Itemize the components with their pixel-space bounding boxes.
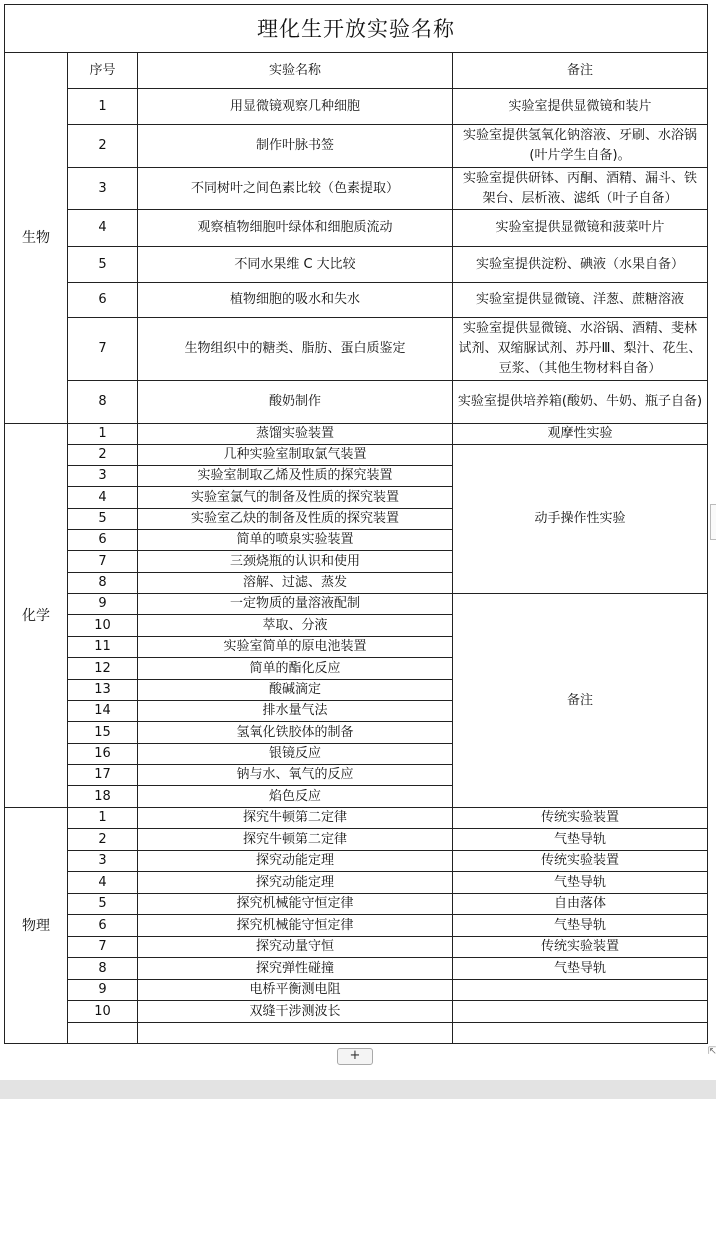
row-name[interactable]: 酸奶制作 bbox=[138, 381, 453, 424]
row-name[interactable]: 银镜反应 bbox=[138, 744, 453, 765]
row-name[interactable]: 钠与水、氧气的反应 bbox=[138, 765, 453, 786]
row-name[interactable]: 探究牛顿第二定律 bbox=[138, 808, 453, 829]
row-note[interactable]: 实验室提供显微镜、洋葱、蔗糖溶液 bbox=[453, 283, 708, 318]
row-name[interactable]: 生物组织中的糖类、脂肪、蛋白质鉴定 bbox=[138, 318, 453, 381]
row-note[interactable]: 传统实验装置 bbox=[453, 808, 708, 829]
row-number[interactable]: 6 bbox=[68, 530, 138, 551]
row-name[interactable]: 观察植物细胞叶绿体和细胞质流动 bbox=[138, 210, 453, 247]
row-number[interactable]: 5 bbox=[68, 894, 138, 915]
row-number[interactable]: 14 bbox=[68, 701, 138, 722]
row-number[interactable]: 2 bbox=[68, 829, 138, 851]
row-name[interactable]: 探究动能定理 bbox=[138, 872, 453, 894]
row-number[interactable]: 2 bbox=[68, 125, 138, 168]
row-name[interactable]: 焰色反应 bbox=[138, 786, 453, 808]
row-number[interactable]: 18 bbox=[68, 786, 138, 808]
row-name[interactable]: 用显微镜观察几种细胞 bbox=[138, 89, 453, 125]
row-number[interactable]: 15 bbox=[68, 722, 138, 744]
row-number[interactable]: 6 bbox=[68, 915, 138, 937]
table-row bbox=[5, 808, 708, 829]
row-note[interactable]: 实验室提供显微镜、水浴锅、酒精、斐林试剂、双缩脲试剂、苏丹Ⅲ、梨汁、花生、豆浆、（其他生物材料自备） bbox=[453, 318, 708, 381]
column-resize-handle[interactable] bbox=[710, 504, 716, 540]
table-row bbox=[5, 381, 708, 424]
row-note[interactable]: 传统实验装置 bbox=[453, 937, 708, 958]
row-name[interactable]: 酸碱滴定 bbox=[138, 680, 453, 701]
row-number[interactable]: 10 bbox=[68, 615, 138, 637]
table-row bbox=[5, 937, 708, 958]
row-number[interactable]: 6 bbox=[68, 283, 138, 318]
empty-cell[interactable] bbox=[68, 1023, 138, 1044]
row-number[interactable]: 3 bbox=[68, 466, 138, 487]
row-name[interactable]: 溶解、过滤、蒸发 bbox=[138, 573, 453, 594]
corner-resize-icon[interactable]: ⇱ bbox=[708, 1046, 716, 1057]
row-number[interactable]: 7 bbox=[68, 937, 138, 958]
row-number[interactable]: 5 bbox=[68, 247, 138, 283]
empty-cell[interactable] bbox=[453, 1023, 708, 1044]
header-note: 备注 bbox=[453, 53, 708, 89]
row-name[interactable]: 探究动量守恒 bbox=[138, 937, 453, 958]
row-note[interactable]: 实验室提供显微镜和装片 bbox=[453, 89, 708, 125]
row-name[interactable]: 实验室制取乙烯及性质的探究装置 bbox=[138, 466, 453, 487]
row-name[interactable]: 排水量气法 bbox=[138, 701, 453, 722]
row-name[interactable]: 探究牛顿第二定律 bbox=[138, 829, 453, 851]
header-number: 序号 bbox=[68, 53, 138, 89]
category-biology: 生物 bbox=[5, 53, 68, 424]
row-name[interactable]: 几种实验室制取氯气装置 bbox=[138, 445, 453, 466]
row-name[interactable]: 植物细胞的吸水和失水 bbox=[138, 283, 453, 318]
table-row bbox=[5, 958, 708, 980]
row-name[interactable]: 简单的酯化反应 bbox=[138, 658, 453, 680]
row-number[interactable]: 9 bbox=[68, 980, 138, 1001]
row-number[interactable]: 8 bbox=[68, 381, 138, 424]
table-row bbox=[5, 594, 708, 615]
note-observe[interactable]: 观摩性实验 bbox=[453, 424, 708, 445]
table-row bbox=[5, 851, 708, 872]
page-separator bbox=[0, 1080, 716, 1099]
empty-cell[interactable] bbox=[138, 1023, 453, 1044]
table-row bbox=[5, 980, 708, 1001]
row-name[interactable]: 简单的喷泉实验装置 bbox=[138, 530, 453, 551]
row-number[interactable]: 4 bbox=[68, 872, 138, 894]
row-name[interactable]: 不同树叶之间色素比较（色素提取） bbox=[138, 168, 453, 210]
experiment-table bbox=[4, 4, 708, 1044]
row-number[interactable]: 7 bbox=[68, 318, 138, 381]
category-chemistry: 化学 bbox=[5, 424, 68, 808]
row-number[interactable]: 11 bbox=[68, 637, 138, 658]
row-name[interactable]: 实验室氯气的制备及性质的探究装置 bbox=[138, 487, 453, 509]
table-row bbox=[5, 168, 708, 210]
table-row bbox=[5, 424, 708, 445]
row-number[interactable]: 1 bbox=[68, 89, 138, 125]
row-number[interactable]: 1 bbox=[68, 808, 138, 829]
row-number[interactable]: 7 bbox=[68, 551, 138, 573]
row-name[interactable]: 萃取、分液 bbox=[138, 615, 453, 637]
row-number[interactable]: 4 bbox=[68, 210, 138, 247]
row-number[interactable]: 3 bbox=[68, 168, 138, 210]
row-number[interactable]: 8 bbox=[68, 573, 138, 594]
table-row bbox=[5, 247, 708, 283]
row-note[interactable]: 实验室提供显微镜和菠菜叶片 bbox=[453, 210, 708, 247]
table-row bbox=[5, 445, 708, 466]
note-remark[interactable]: 备注 bbox=[453, 594, 708, 808]
table-title: 理化生开放实验名称 bbox=[5, 5, 708, 53]
table-row bbox=[5, 283, 708, 318]
table-row-empty bbox=[5, 1023, 708, 1044]
table-row bbox=[5, 89, 708, 125]
header-name: 实验名称 bbox=[138, 53, 453, 89]
row-number[interactable]: 16 bbox=[68, 744, 138, 765]
note-hands-on[interactable]: 动手操作性实验 bbox=[453, 445, 708, 594]
row-note[interactable] bbox=[453, 1001, 708, 1023]
add-row-button[interactable]: + bbox=[337, 1048, 373, 1065]
row-name[interactable]: 一定物质的量溶液配制 bbox=[138, 594, 453, 615]
row-number[interactable]: 9 bbox=[68, 594, 138, 615]
table-row bbox=[5, 894, 708, 915]
row-note[interactable]: 实验室提供培养箱(酸奶、牛奶、瓶子自备) bbox=[453, 381, 708, 424]
table-row bbox=[5, 210, 708, 247]
table-row bbox=[5, 829, 708, 851]
row-name[interactable]: 不同水果维 C 大比较 bbox=[138, 247, 453, 283]
spreadsheet bbox=[4, 4, 707, 1044]
table-row bbox=[5, 125, 708, 168]
row-number[interactable]: 17 bbox=[68, 765, 138, 786]
row-name[interactable]: 双缝干涉测波长 bbox=[138, 1001, 453, 1023]
row-name[interactable]: 电桥平衡测电阻 bbox=[138, 980, 453, 1001]
row-note[interactable]: 气垫导轨 bbox=[453, 958, 708, 980]
row-name[interactable]: 氢氧化铁胶体的制备 bbox=[138, 722, 453, 744]
category-physics: 物理 bbox=[5, 808, 68, 1044]
row-note[interactable]: 气垫导轨 bbox=[453, 872, 708, 894]
row-name[interactable]: 探究机械能守恒定律 bbox=[138, 915, 453, 937]
row-number[interactable]: 1 bbox=[68, 424, 138, 445]
row-note[interactable]: 气垫导轨 bbox=[453, 915, 708, 937]
table-row bbox=[5, 318, 708, 381]
row-note[interactable]: 自由落体 bbox=[453, 894, 708, 915]
row-name[interactable]: 探究动能定理 bbox=[138, 851, 453, 872]
table-row bbox=[5, 915, 708, 937]
row-name[interactable]: 探究弹性碰撞 bbox=[138, 958, 453, 980]
table-row bbox=[5, 1001, 708, 1023]
row-name[interactable]: 制作叶脉书签 bbox=[138, 125, 453, 168]
row-note[interactable] bbox=[453, 980, 708, 1001]
row-name[interactable]: 实验室乙炔的制备及性质的探究装置 bbox=[138, 509, 453, 530]
row-name[interactable]: 探究机械能守恒定律 bbox=[138, 894, 453, 915]
table-row bbox=[5, 872, 708, 894]
row-number[interactable]: 10 bbox=[68, 1001, 138, 1023]
row-number[interactable]: 8 bbox=[68, 958, 138, 980]
row-number[interactable]: 13 bbox=[68, 680, 138, 701]
row-number[interactable]: 2 bbox=[68, 445, 138, 466]
row-name[interactable]: 三颈烧瓶的认识和使用 bbox=[138, 551, 453, 573]
row-name[interactable]: 实验室简单的原电池装置 bbox=[138, 637, 453, 658]
row-note[interactable]: 实验室提供研钵、丙酮、酒精、漏斗、铁架台、层析液、滤纸（叶子自备） bbox=[453, 168, 708, 210]
row-number[interactable]: 5 bbox=[68, 509, 138, 530]
row-note[interactable]: 实验室提供淀粉、碘液（水果自备） bbox=[453, 247, 708, 283]
row-number[interactable]: 4 bbox=[68, 487, 138, 509]
row-note[interactable]: 传统实验装置 bbox=[453, 851, 708, 872]
row-note[interactable]: 实验室提供氢氧化钠溶液、牙刷、水浴锅(叶片学生自备)。 bbox=[453, 125, 708, 168]
row-number[interactable]: 3 bbox=[68, 851, 138, 872]
row-number[interactable]: 12 bbox=[68, 658, 138, 680]
row-note[interactable]: 气垫导轨 bbox=[453, 829, 708, 851]
row-name[interactable]: 蒸馏实验装置 bbox=[138, 424, 453, 445]
